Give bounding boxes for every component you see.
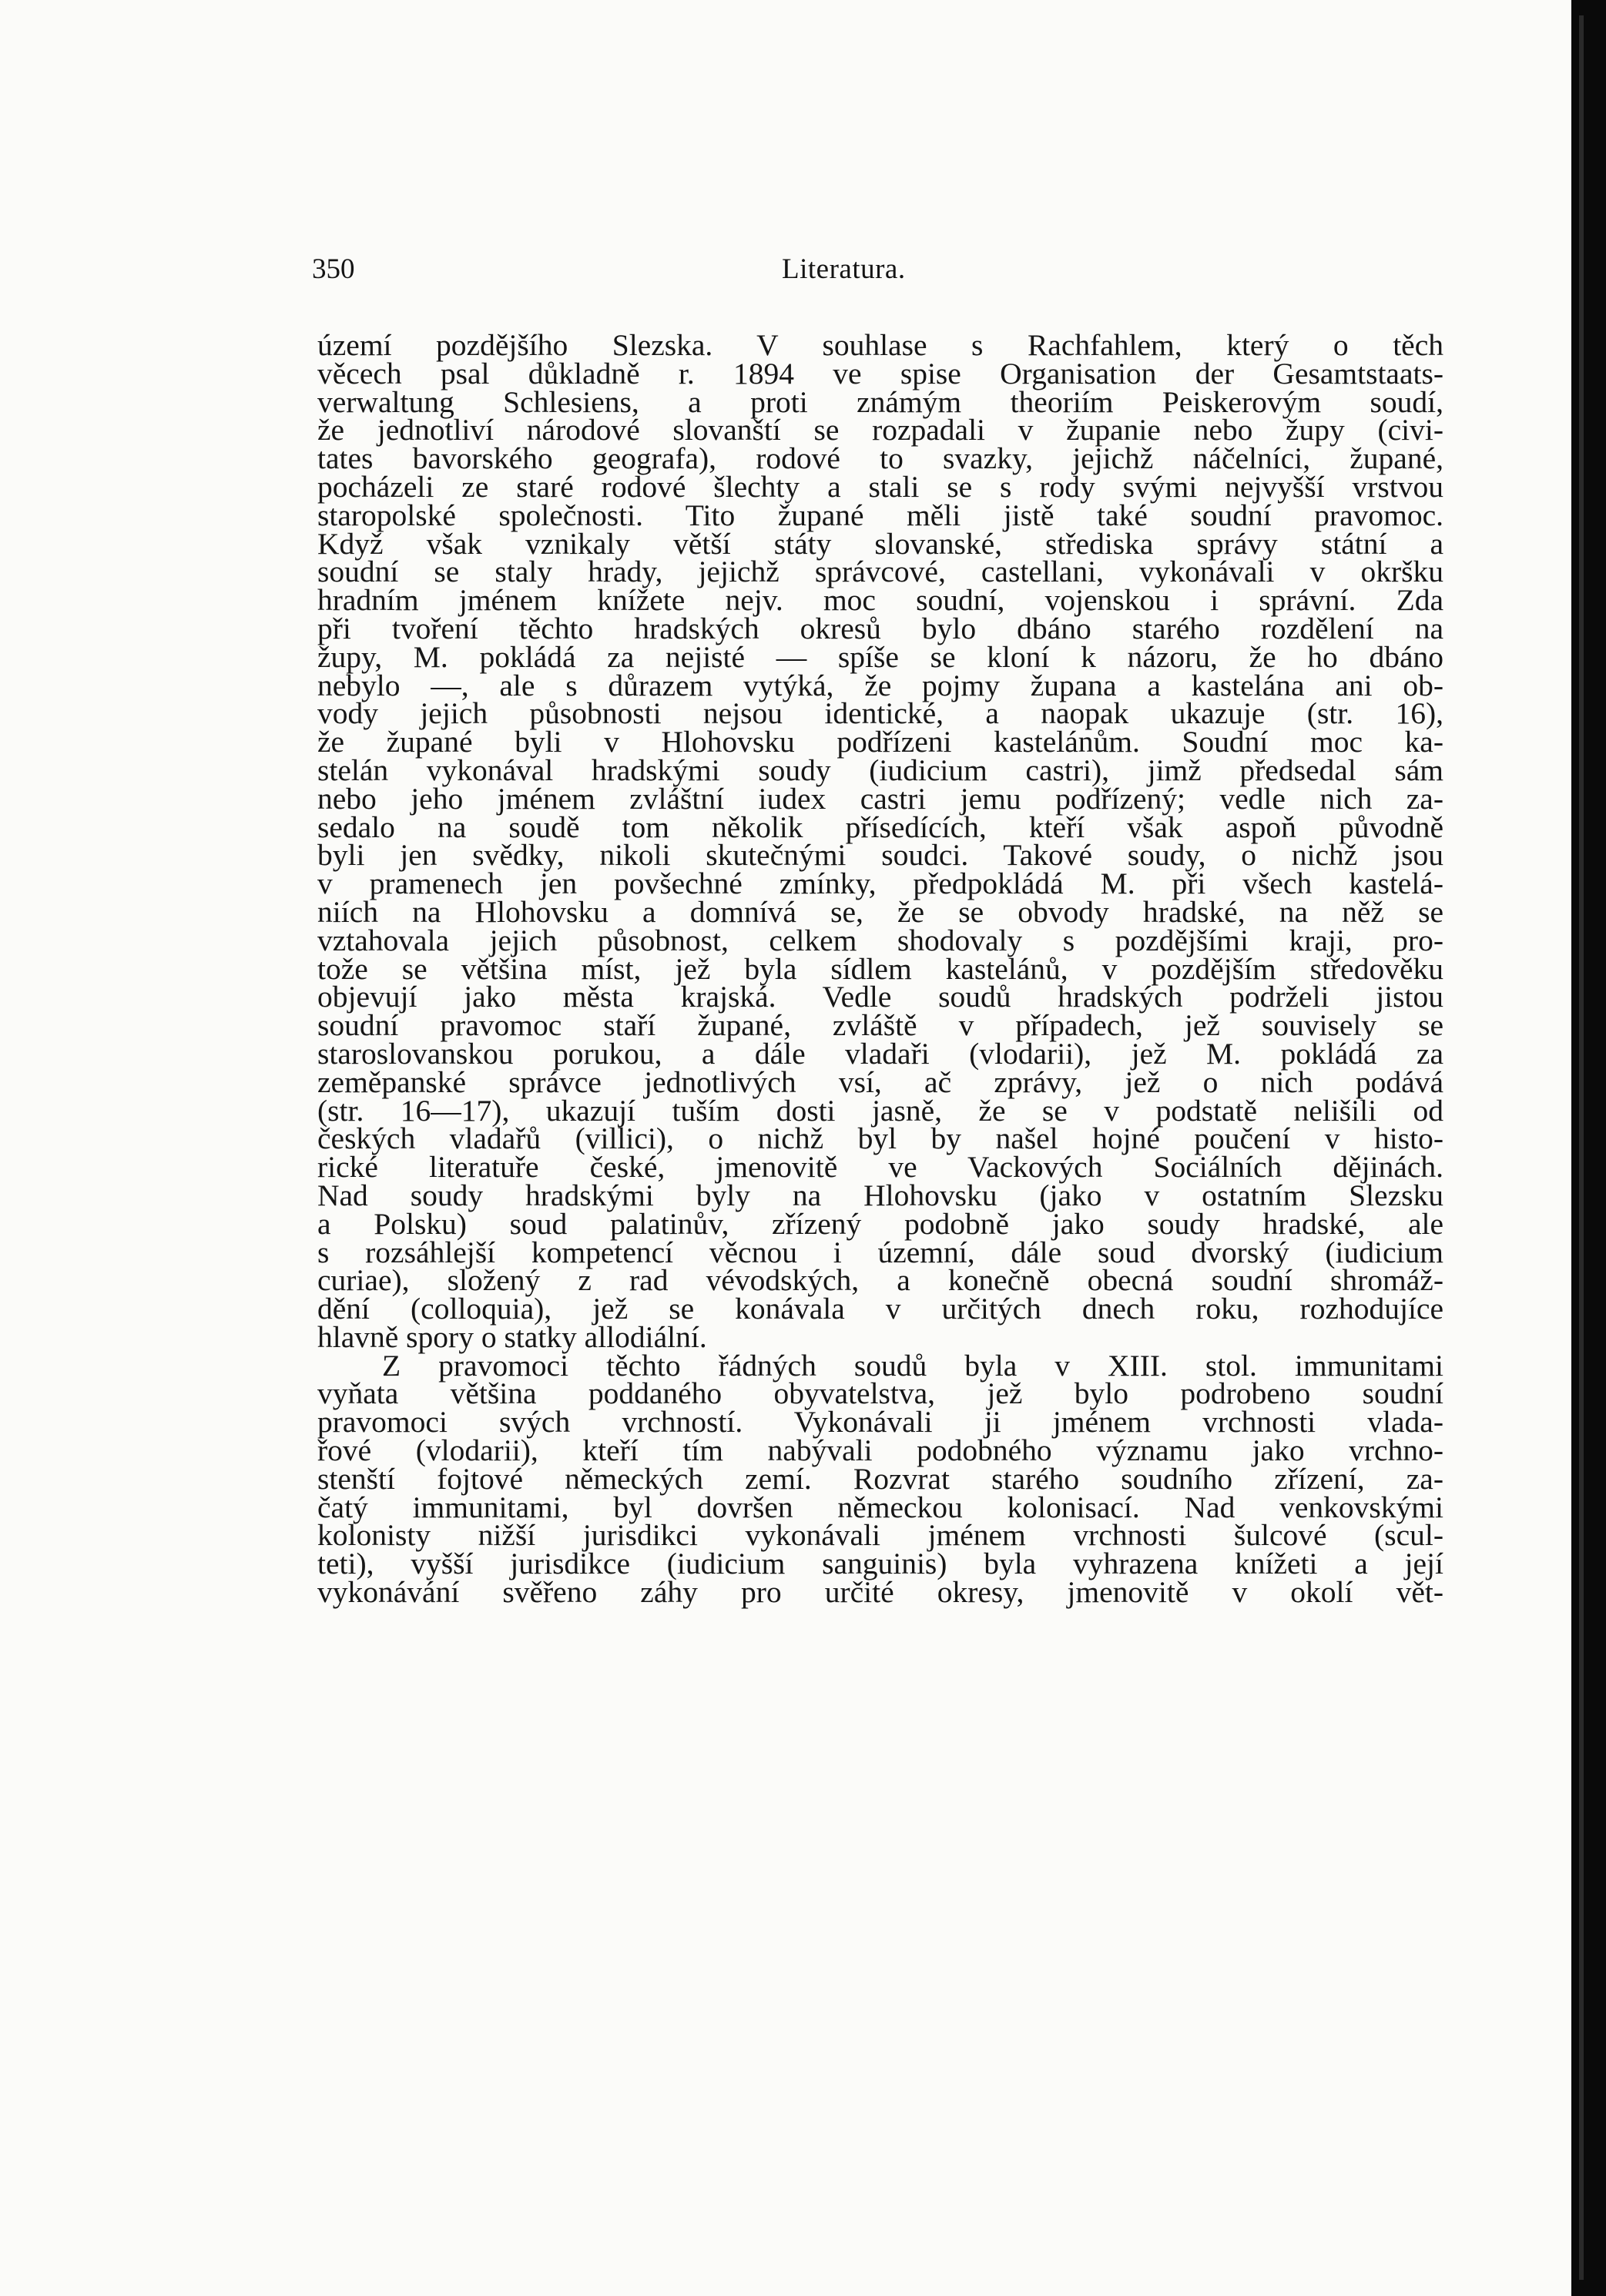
page-header xyxy=(312,253,1444,296)
text-line: rické literatuře české, jmenovitě ve Vackových Sociálních dějinách. xyxy=(317,1150,1443,1185)
text-line: župy, M. pokládá za nejisté — spíše se kloní k názoru, že ho dbáno xyxy=(317,639,1443,674)
running-head: Literatura. xyxy=(782,253,906,285)
text-line: byli jen svědky, nikoli skutečnými soudci. Takové soudy, o nichž jsou xyxy=(317,838,1443,873)
text-line: dění (colloquia), jež se konávala v určitých dnech roku, rozhodujíce xyxy=(317,1292,1443,1326)
text-line: řové (vlodarii), kteří tím nabývali podobného významu jako vrchno- xyxy=(317,1433,1443,1468)
body-text xyxy=(317,328,1443,1610)
text-line: tože se většina míst, jež byla sídlem kastelánů, v pozdějším středověku xyxy=(317,951,1443,986)
text-line: v pramenech jen povšechné zmínky, předpokládá M. při všech kastelá- xyxy=(317,866,1443,901)
text-line: Z pravomoci těchto řádných soudů byla v XIII. stol. immunitami xyxy=(382,1348,1443,1383)
text-line: hradním jménem knížete nejv. moc soudní, vojenskou i správní. Zda xyxy=(317,583,1443,618)
text-line: vykonávání svěřeno záhy pro určité okresy, jmenovitě v okolí vět- xyxy=(317,1575,1443,1610)
text-line: soudní se staly hrady, jejichž správcové, castellani, vykonávali v okršku xyxy=(317,555,1443,589)
text-line: teti), vyšší jurisdikce (iudicium sanguinis) byla vyhrazena knížeti a její xyxy=(317,1547,1443,1581)
text-line: verwaltung Schlesiens, a proti známým theoriím Peiskerovým soudí, xyxy=(317,384,1443,419)
text-line: kolonisty nižší jurisdikci vykonávali jménem vrchnosti šulcové (scul- xyxy=(317,1518,1443,1553)
text-line: s rozsáhlejší kompetencí věcnou i územní, dále soud dvorský (iudicium xyxy=(317,1235,1443,1269)
text-line: nebo jeho jménem zvláštní iudex castri jemu podřízený; vedle nich za- xyxy=(317,781,1443,816)
page-number: 350 xyxy=(312,253,355,285)
text-line: a Polsku) soud palatinův, zřízený podobně jako soudy hradské, ale xyxy=(317,1206,1443,1241)
text-line: vztahovala jejich působnost, celkem shodovaly s pozdějšími kraji, pro- xyxy=(317,923,1443,957)
text-line: pravomoci svých vrchností. Vykonávali ji jménem vrchnosti vlada- xyxy=(317,1405,1443,1440)
text-line: curiae), složený z rad vévodských, a konečně obecná soudní shromáž- xyxy=(317,1263,1443,1298)
text-line: pocházeli ze staré rodové šlechty a stali se s rody svými nejvyšší vrstvou xyxy=(317,469,1443,504)
text-line: niích na Hlohovsku a domnívá se, že se obvody hradské, na něž se xyxy=(317,894,1443,929)
text-line: (str. 16—17), ukazují tuším dosti jasně, že se v podstatě nelišili od xyxy=(317,1093,1443,1128)
text-line: vyňata většina poddaného obyvatelstva, jež bylo podrobeno soudní xyxy=(317,1376,1443,1411)
text-line: vody jejich působnosti nejsou identické, a naopak ukazuje (str. 16), xyxy=(317,696,1443,731)
text-line: zeměpanské správce jednotlivých vsí, ač zprávy, jež o nich podává xyxy=(317,1064,1443,1099)
text-line: objevují jako města krajská. Vedle soudů hradských podrželi jistou xyxy=(317,980,1443,1014)
text-line: hlavně spory o statky allodiální. xyxy=(317,1319,707,1354)
text-line: Nad soudy hradskými byly na Hlohovsku (jako v ostatním Slezsku xyxy=(317,1178,1443,1212)
page-edge-line xyxy=(1579,15,1584,2280)
text-line: při tvoření těchto hradských okresů bylo dbáno starého rozdělení na xyxy=(317,611,1443,645)
text-line: území pozdějšího Slezska. V souhlase s Rachfahlem, který o těch xyxy=(317,328,1443,362)
text-line: čatý immunitami, byl dovršen německou kolonisací. Nad venkovskými xyxy=(317,1490,1443,1524)
text-line: nebylo —, ale s důrazem vytýká, že pojmy župana a kastelána ani ob- xyxy=(317,668,1443,702)
text-line: staroslovanskou porukou, a dále vladaři (vlodarii), jež M. pokládá za xyxy=(317,1036,1443,1071)
text-line: českých vladařů (villici), o nichž byl by našel hojné poučení v histo- xyxy=(317,1121,1443,1156)
text-line: stelán vykonával hradskými soudy (iudicium castri), jimž předsedal sám xyxy=(317,752,1443,787)
text-line: že župané byli v Hlohovsku podřízeni kastelánům. Soudní moc ka- xyxy=(317,725,1443,759)
text-line: staropolské společnosti. Tito župané měli jistě také soudní pravomoc. xyxy=(317,498,1443,532)
text-line: stenští fojtové německých zemí. Rozvrat starého soudního zřízení, za- xyxy=(317,1461,1443,1496)
text-line: Když však vznikaly větší státy slovanské, střediska správy státní a xyxy=(317,526,1443,561)
text-line: sedalo na soudě tom několik přísedících, kteří však aspoň původně xyxy=(317,809,1443,844)
text-line: tates bavorského geografa), rodové to svazky, jejichž náčelníci, župané, xyxy=(317,441,1443,476)
text-line: že jednotliví národové slovanští se rozpadali v županie nebo župy (civi- xyxy=(317,413,1443,447)
text-line: soudní pravomoc staří župané, zvláště v případech, jež souvisely se xyxy=(317,1008,1443,1043)
text-line: věcech psal důkladně r. 1894 ve spise Organisation der Gesamtstaats- xyxy=(317,356,1443,390)
page-edge-shadow xyxy=(1571,0,1606,2296)
